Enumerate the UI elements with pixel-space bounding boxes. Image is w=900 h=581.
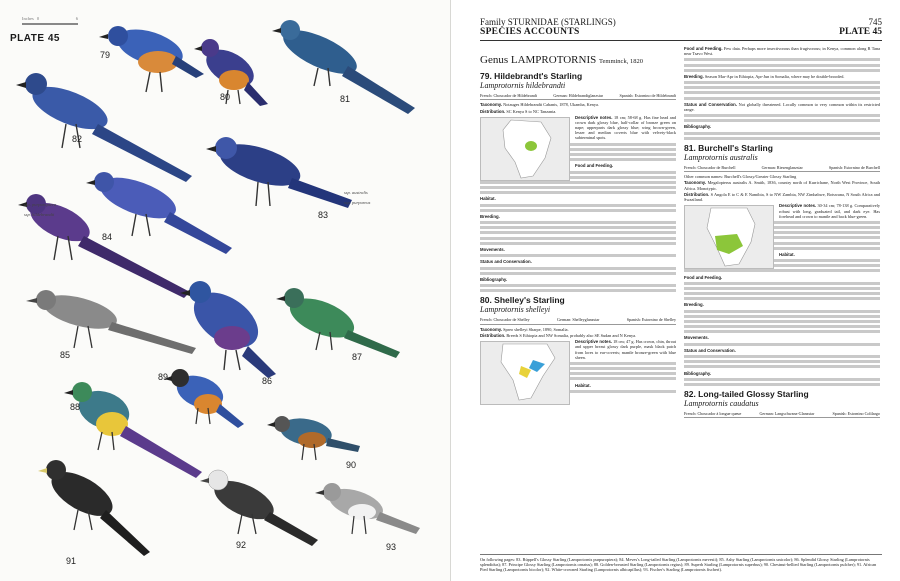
species-79-german: German: Hildebrandtglanzstar [553,93,604,98]
species-79-habitat [480,196,676,201]
breeding-text-lines [684,310,880,334]
bird-number-81: 81 [340,94,351,104]
genus-author: Temminck, 1820 [598,58,643,65]
descriptive-label: Descriptive notes. [575,339,613,345]
species-81-spanish: Spanish: Estornino de Burchell [828,164,880,170]
running-header-section: SPECIES ACCOUNTS [480,27,580,37]
ssp-label-purpureus: ssp. purpureus [344,200,371,205]
distribution-label: Distribution. [684,191,710,197]
species-79-names [480,93,676,100]
continued-bibliography [684,124,880,129]
movements-label: Movements. [480,246,505,252]
descriptive-text: 18 cm; 47 g. Has crown, chin, throat and upper breast glossy dark purple, mask black patch from lores to ear-coverts; mantle bronze-green with blue sheen. [575,339,676,360]
descriptive-text: 18 cm; 58-68 g. Has fine head and crown dark glossy blue, half-collar of bronze green on nape; upperparts dark glossy blue; wing brown-green, lesser and median coverts blue with velvety-black subterminal spots. [575,114,677,141]
ssp-label-purpuroptera: ssp. purpuroptera [24,202,57,207]
species-80-taxonomy [480,327,676,332]
scale-mark-end: 6 [75,16,78,21]
bird-number-87: 87 [352,352,363,362]
bird-93-illustration [315,483,420,534]
bird-number-89: 89 [158,372,169,382]
genus-name: Genus LAMPROTORNIS [480,54,597,66]
habitat-label: Habitat. [779,251,795,257]
header-rule [480,40,882,41]
range-map-svg [481,118,569,180]
species-81-latin: Lamprotornis australis [684,152,758,162]
habitat-label: Habitat. [575,382,591,388]
bird-number-80: 80 [220,92,231,102]
continued-status [684,102,880,112]
species-79-title: 79. Hildebrandt's Starling [480,71,583,81]
bird-82-illustration [16,73,192,182]
species-79-range-map [480,117,570,181]
food-text: Few data. Perhaps more insectivorous than frugivorous; in Kenya, common along R Tana near Tsavo West. [684,46,880,57]
bird-number-83: 83 [318,210,329,220]
bibliography-label: Bibliography. [684,370,712,376]
following-pages-note: On following pages: 83. Rüppell's Glossy Starling (Lamprotornis purpuroptera); 84. Meves's Long-tailed Starling (Lamprotornis mevesii); 85. Ashy Starling (Lamprotornis unicolor); 86. Splendid Glossy Starling (Lamprotornis splendidus); 87. Principe Glossy Starling (Lamprotornis ornatus); 88. Golden-breasted Starling (Lamprotornis regius); 89. Superb Starling (Lamprotornis superbus); 90. Chestnut-bellied Starling (Lamprotornis pulcher); 91. African Pied Starling (Lamprotornis bicolor); 92. White-crowned Starling (Lamprotornis albicapillus); 93. Fischer's Starling (Lamprotornis fischeri). [480,554,882,573]
range-map-svg [481,342,569,404]
species-81-range-map [684,205,774,269]
bibliography-label: Bibliography. [684,124,712,130]
distribution-text: S Angola E to C & E Namibia, S to NW Zambia, NW Zimbabwe, Botswana, N South Africa and Swaziland. [684,191,880,203]
species-81-german: German: Riesenglanzstar [761,164,803,170]
species-79-status [480,259,676,264]
food-label: Food and Feeding. [575,163,614,169]
habitat-label: Habitat. [480,196,496,202]
species-82-spanish: Spanish: Estornino Colilargo [832,411,880,417]
bird-89-illustration [164,369,244,428]
bird-80-illustration [194,39,268,106]
species-79-taxonomy [480,102,676,107]
species-81-movements [684,335,880,340]
species-82-german: German: Langschwanz-Glanzstar [759,411,815,417]
genus-heading [480,54,676,68]
species-80-german: German: Shelleyglanzstar [557,317,600,323]
status-label: Status and Conservation. [480,259,532,265]
breeding-label: Breeding. [480,213,500,219]
ssp-label-hildebrandti: ssp. hildebrandti [24,212,55,217]
bird-number-85: 85 [60,350,71,360]
movements-text-lines [480,254,676,257]
bird-number-84: 84 [102,232,113,242]
taxonomy-text: Megalopterus australis A. Smith, 1836, country north of Kurrichane, North West Province, South Africa. Monotypic. [684,180,880,191]
ssp-label-australis: ssp. australis [344,190,368,195]
bird-number-90: 90 [346,460,357,470]
plate-reference: PLATE 45 [839,27,882,37]
species-82-french: French: Choucador à longue queue [684,411,742,417]
food-text-lines [684,58,880,71]
bird-number-93: 93 [386,542,397,552]
bibliography-text-lines [684,132,880,140]
status-label: Status and Conservation. [684,101,737,107]
species-accounts-page [451,0,900,581]
bird-91-illustration [38,460,150,556]
bird-87-illustration [276,288,400,358]
scale-label: Inches [22,16,34,21]
bird-number-86: 86 [262,376,273,386]
habitat-text-lines [480,204,676,212]
continued-breeding [684,74,880,79]
species-81-status [684,348,880,353]
species-81-french: French: Choucador de Burchell [684,164,736,170]
species-79-latin: Lamprotornis hildebrandti [480,81,566,90]
descriptive-text: 30-34 cm; 78-138 g. Comparatively robust with long, graduated tail, and dark eye. Has forehead and crown to mantle and back blue-green. [779,203,880,219]
bird-86-illustration [180,281,276,378]
species-79-bibliography [480,277,676,282]
bird-79-illustration [99,22,204,92]
species-80-latin: Lamprotornis shelleyi [480,305,551,315]
bibliography-label: Bibliography. [480,276,508,282]
species-79-breeding [480,214,676,219]
species-80-title: 80. Shelley's Starling [480,295,565,306]
bird-number-79: 79 [100,50,111,60]
species-82-latin: Lamprotornis caudatus [684,399,759,409]
species-80-names [480,317,676,324]
descriptive-label: Descriptive notes. [779,203,817,209]
text-column-left [480,46,676,407]
text-column-right [684,46,880,420]
distribution-text: Breeds S Ethiopia and NW Somalia, probably also SE Sudan and N Kenya. [506,332,637,338]
species-80-range-map [480,341,570,405]
bird-number-82: 82 [72,134,83,144]
species-81-breeding [684,302,880,307]
food-label: Food and Feeding. [684,274,723,280]
species-79-distribution [480,109,676,114]
species-82-names [684,411,880,418]
food-text-lines [684,282,880,300]
bibliography-text-lines [684,378,880,386]
species-81-bibliography [684,371,880,376]
species-80-french: French: Choucador de Shelley [480,317,530,323]
breeding-label: Breeding. [684,302,704,308]
breeding-text-lines [684,81,880,99]
taxonomy-text: Spreo shelleyi Sharpe, 1890, Somalia. [503,326,569,332]
taxonomy-label: Taxonomy. [480,102,503,108]
distribution-label: Distribution. [480,108,506,114]
food-label: Food and Feeding. [684,46,723,51]
species-81-food [684,275,880,280]
page-number: 745 [868,17,882,27]
status-label: Status and Conservation. [684,347,736,353]
bird-number-92: 92 [236,540,247,550]
species-79-spanish: Spanish: Estornino de Hildebrandt [619,93,676,98]
species-79-movements [480,247,676,252]
range-map-svg [685,206,773,268]
plate-label: PLATE 45 [10,33,60,44]
bird-85-illustration [26,289,196,354]
bibliography-text-lines [480,284,676,292]
taxonomy-text: Notauges Hildebrandti Cabanis, 1878, Ukamba, Kenya. [503,102,599,108]
species-81-other-names: Other common names: Burchell's Glossy/Greater Glossy Starling [684,174,797,180]
species-81-names [684,165,880,172]
running-header-family: Family STURNIDAE (STARLINGS) [480,17,616,27]
bird-number-91: 91 [66,556,77,566]
species-80-spanish: Spanish: Estornino de Shelley [626,317,676,323]
status-text-lines [480,267,676,275]
continued-food [684,46,880,56]
descriptive-label: Descriptive notes. [575,114,613,120]
breeding-text: Season Mar-Apr in Ethiopia, Apr-Jun in Somalia, where may be double-brooded. [704,73,845,79]
species-81-distribution [684,192,880,202]
taxonomy-label: Taxonomy. [684,180,707,186]
species-81-taxonomy [684,180,880,190]
bird-90-illustration [267,415,360,460]
species-80-distribution [480,333,676,338]
bird-92-illustration [200,470,318,546]
species-81-title: 81. Burchell's Starling [684,142,773,153]
breeding-label: Breeding. [684,73,704,79]
status-text: Not globally threatened. Locally common to very common within its restricted range. [684,101,880,112]
species-79-french: French: Choucador de Hildebrandt [480,93,537,98]
species-82-title: 82. Long-tailed Glossy Starling [684,389,809,400]
bird-number-88: 88 [70,402,81,412]
status-text-lines [684,355,880,368]
distribution-label: Distribution. [480,332,506,338]
movements-label: Movements. [684,335,709,341]
breeding-text-lines [480,221,676,245]
bird-83-illustration [206,136,352,208]
movements-text-lines [684,343,880,346]
status-text-lines [684,114,880,122]
scale-mark-start: 0 [36,16,40,21]
distribution-text: SC Kenya S to NC Tanzania. [506,108,557,114]
taxonomy-label: Taxonomy. [480,326,503,332]
